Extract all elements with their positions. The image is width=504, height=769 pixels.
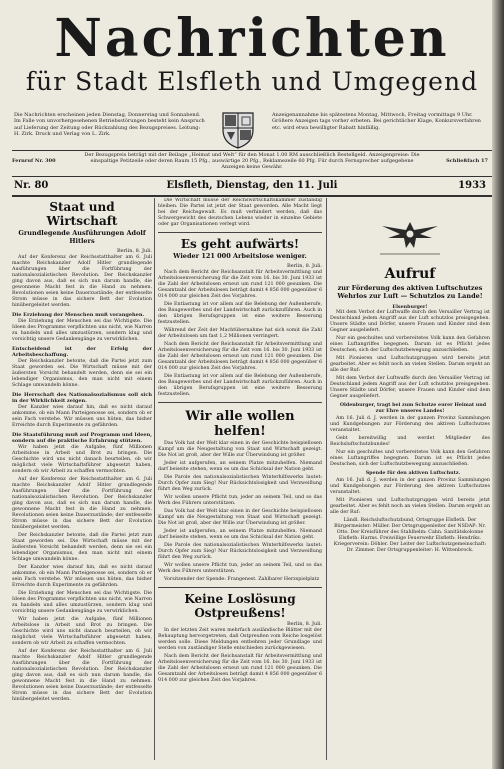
issue-year: 1933 [458, 180, 486, 191]
paragraph: Wir wollen unsere Pflicht tun, jeder an seinem Teil, und so das Werk des Führers unterstützen. [158, 563, 322, 574]
paragraph: Der Kanzler wies darauf hin, daß es nicht darauf ankomme, ob ein Mann Parteigenosse sei, sondern ob er sein Fach verstehe. Wir müssen uns hüten, das bisher Erreichte durch Experimente zu gefährden. [12, 405, 152, 428]
paragraph: Die Erziehung der Menschen sei das Wichtigste. Die Ideen des Programms verpflichten uns nicht, wie Narren zu handeln und alles umzustürzen, sondern klug und vorsichtig unsere Gedankengänge zu verwirklichen. [12, 591, 152, 614]
paragraph: Nach dem Bericht der Reichsanstalt für Arbeitsvermittlung und Arbeitslosenversicherung für die Zeit vom 16. bis 30. Juni 1933 ist die Zahl der Arbeitslosen erneut um rund 121 000 gesunken. Die Gesamtzahl der Arbeitslosen beträgt damit 4 856 000 gegenüber 6 014 000 zur gleichen Zeit des Vorjahres. [158, 654, 322, 683]
appeal-slogan: Spende für den aktiven Luftschutz. [365, 470, 461, 476]
paragraph: Jeder ist aufgerufen, an seinem Platze mitzuhelfen. Niemand darf beiseite stehen, wenn es um das Schicksal der Nation geht. [158, 529, 322, 540]
paragraph: Die Entlastung ist vor allem auf die Belebung der Außenberufe, des Baugewerbes und der Landwirtschaft zurückzuführen. Auch in den übrigen Berufsgruppen ist eine weitere Besserung festzustellen. [158, 302, 322, 325]
article-headline: Es geht aufwärts! [180, 237, 300, 251]
article-headline: Keine Loslösung Ostpreußens! [184, 592, 296, 620]
issue-number: Nr. 80 [14, 180, 49, 191]
coat-of-arms-icon [219, 110, 257, 150]
paragraph: Auf der Konferenz der Reichsstatthalter am 6. Juli machte Reichskanzler Adolf Hitler grundlegende Ausführungen über die Fortführung der nationalsozialistischen Revolution. Der Reichskanzler ging davon aus, daß es sich nun darum handle, die gewonnene Macht fest in die Hand zu nehmen. Revolutionen seien keine Dauerzustände; der entfesselte Strom müsse in das sichere Bett der Evolution hinübergeleitet werden. [12, 477, 152, 530]
issue-date: Elsfleth, Dienstag, den 11. Juli [166, 180, 338, 191]
article-dateline: Berlin, 8. Juli. [287, 263, 322, 269]
paragraph: Das Volk hat der Welt klar einen in der Geschichte beispiellosen Kampf um die Neugestaltung von Staat und Wirtschaft gezeigt. Die Not ist groß, aber der Wille zur Überwindung ist größer. [158, 509, 322, 526]
column-divider [154, 198, 155, 760]
section-subhead: Die Erziehung der Menschen muß vorangehen. [12, 312, 145, 318]
paragraph: Gebt bereitwillig und werdet Mitglieder des Reichsluftschutzbundes! [330, 436, 490, 447]
paragraph: Mit dem Verbot der Luftwaffe durch den Versailler Vertrag ist Deutschland jedem Angriff aus der Luft schutzlos preisgegeben. Unsere Städte und Dörfer, unsere Frauen und Kinder sind dem Gegner ausgeliefert. [330, 376, 490, 399]
paragraph: Wir haben jetzt die Aufgabe, fünf Millionen Arbeitslose in Arbeit und Brot zu bringen. Die Geschichte wird uns nicht danach beurteilen, ob wir möglichst viele Wirtschaftsführer abgesetzt haben, sondern ob wir Arbeit zu schaffen vermochten. [12, 445, 152, 474]
section-subhead: Die Staatsführung muß auf Programm und Ideen, sondern auf die praktische Erfahrung stützen. [12, 432, 152, 444]
paragraph: Die Parole des nationalsozialistischen Winterhilfswerks lautet: Durch Opfer zum Sieg! Nur Rücksichtslosigkeit und Verzweiflung führt den Weg zurück. [158, 543, 322, 560]
article-dateline: Berlin, 8. Juli. [287, 621, 322, 627]
column-divider [326, 198, 327, 760]
paragraph: Das Volk hat der Welt klar einen in der Geschichte beispiellosen Kampf um die Neugestaltung von Staat und Wirtschaft gezeigt. Die Not ist groß, aber der Wille zur Überwindung ist größer. [158, 441, 322, 458]
masthead [10, 8, 494, 96]
binding-edge [492, 0, 504, 769]
info-left: Die Nachrichten erscheinen jeden Dienstag, Donnerstag und Sonnabend. Im Falle von unvorhergesehenen Betriebsstörungen besteht kein Anspruch auf Lieferung der Zeitung oder Rückzahlung des Bezugspreises. Leitung: H. Zirk. Druck und Verlag von L. Zirk. [14, 112, 205, 138]
divider [158, 587, 322, 588]
divider [158, 232, 322, 233]
paragraph: Nur ein geschultes und vorbereitetes Volk kann den Gefahren eines Luftangriffes begegnen. Darum ist es Pflicht jedes Deutschen, sich der Luftschutzbewegung anzuschließen. [330, 336, 490, 353]
info-right: Anzeigenannahme bis spätestens Montag, Mittwoch, Freitag vormittags 9 Uhr. Größere Anzeigen tags vorher erbeten. Bei gerichtlicher Klage, Konkursverfahren etc. wird etwa bewilligter Rabatt hinfällig. [272, 112, 481, 131]
paragraph: Auf der Konferenz der Reichsstatthalter am 6. Juli machte Reichskanzler Adolf Hitler grundlegende Ausführungen über die Fortführung der nationalsozialistischen Revolution. Der Reichskanzler ging davon aus, daß es sich nun darum handle, die gewonnene Macht fest in die Hand zu nehmen. Revolutionen seien keine Dauerzustände; der entfesselte Strom müsse in das sichere Bett der Evolution hinübergeleitet werden. [12, 255, 152, 308]
paragraph: Nur ein geschultes und vorbereitetes Volk kann den Gefahren eines Luftangriffes begegnen. Darum ist es Pflicht jedes Deutschen, sich der Luftschutzbewegung anzuschließen. [330, 450, 490, 467]
divider [12, 176, 492, 177]
paragraph: Wir haben jetzt die Aufgabe, fünf Millionen Arbeitslose in Arbeit und Brot zu bringen. Die Geschichte wird uns nicht danach beurteilen, ob wir möglichst viele Wirtschaftsführer abgesetzt haben, sondern ob wir Arbeit zu schaffen vermochten. [12, 617, 152, 646]
masthead-title: Nachrichten [54, 8, 450, 69]
paragraph: Mit Pionieren und Luftschutzgruppen wird bereits jetzt gearbeitet. Aber es fehlt noch an vielen Stellen. Darum ergeht an alle der Ruf: [330, 356, 490, 373]
article-subheadline: Wieder 121 000 Arbeitslose weniger. [173, 252, 307, 260]
paragraph: Jeder ist aufgerufen, an seinem Platze mitzuhelfen. Niemand darf beiseite stehen, wenn es um das Schicksal der Nation geht. [158, 461, 322, 472]
paragraph: Wir wollen unsere Pflicht tun, jeder an seinem Teil, und so das Werk des Führers unterstützen. [158, 495, 322, 506]
paragraph: Während der Zeit der Machtübernahme hat sich somit die Zahl der Arbeitslosen um fast 1,2 Millionen verringert. [158, 328, 322, 339]
paragraph: Die Parole des nationalsozialistischen Winterhilfswerks lautet: Durch Opfer zum Sieg! Nur Rücksichtslosigkeit und Verzweiflung führt den Weg zurück. [158, 475, 322, 492]
paragraph: Die Entlastung ist vor allem auf die Belebung der Außenberufe, des Baugewerbes und der Landwirtschaft zurückzuführen. Auch in den übrigen Berufsgruppen ist eine weitere Besserung festzustellen. [158, 374, 322, 397]
appeal-slogan: Oldenburger, tragt bei zum Schutze eurer Heimat und zur Ehre unseres Landes! [339, 402, 487, 414]
masthead-subtitle: für Stadt Elsfleth und Umgegend [25, 67, 479, 96]
paragraph: In der letzten Zeit waren mehrfach ausländische Blätter mit der Behauptung hervorgetreten, daß Ostpreußen vom Reiche losgelöst werden solle. Diese Meldungen entbehren jeder Grundlage und werden von zuständiger Stelle entschieden zurückgewiesen. [158, 628, 322, 651]
eagle-emblem-icon [380, 214, 440, 256]
subscription-bar [12, 152, 492, 174]
appeal-signatures: Ländl. Reichsluftschutzbund, Ortsgruppe Elsfleth. Der Bürgermeister: Müller. Der Ortsgruppenleiter der NSDAP: Nr. Otto. Der Kreisführer des Stahlhelm: Cahn. Sanitätskolonne Elsfleth: Harms. Freiwillige Feuerwehr Elsfleth: Hendriks. Kriegerverein: Döhler. Der Leiter der Luftschutzgemeinschaft: Dr. Zimmer. Der Ortsgruppenleiter: H. Wittenbrock. [333, 518, 487, 553]
po-box: Schließfach 17 [446, 158, 488, 164]
divider [12, 150, 492, 151]
paragraph: Die Wirtschaft müsse der Reichswirtschaftskammer zuständig bleiben. Die Partei ist jetzt der Staat geworden. Alle Macht liegt bei der Reichsgewalt. Es muß verhindert werden, daß das Schwergewicht des deutschen Lebens wieder in einzelne Gebiete oder gar Organisationen verlegt wird. [158, 198, 322, 227]
section-subhead: Entscheidend ist der Erfolg der Arbeitsbeschaffung. [12, 346, 152, 358]
info-row [14, 112, 490, 148]
paragraph: Auf der Konferenz der Reichsstatthalter am 6. Juli machte Reichskanzler Adolf Hitler grundlegende Ausführungen über die Fortführung der nationalsozialistischen Revolution. Der Reichskanzler ging davon aus, daß es sich nun darum handle, die gewonnene Macht fest in die Hand zu nehmen. Revolutionen seien keine Dauerzustände; der entfesselte Strom müsse in das sichere Bett der Evolution hinübergeleitet werden. [12, 649, 152, 702]
pricing-info: Der Bezugspreis beträgt mit der Beilage „Heimat und Welt“ für den Monat 1.00 RM ausschließlich Bestellgeld. Anzeigenpreise: Die einspaltige Petitzeile oder deren Raum 15 Pfg., auswärtige 20 Pfg., Reklamezeile 60 Pfg. Für durch Fernsprecher aufgegebene Anzeigen keine Gewähr. [84, 152, 420, 170]
paragraph: Mit dem Verbot der Luftwaffe durch den Versailler Vertrag ist Deutschland jedem Angriff aus der Luft schutzlos preisgegeben. Unsere Städte und Dörfer, unsere Frauen und Kinder sind dem Gegner ausgeliefert. [330, 310, 490, 333]
signoff: Vorsitzender der Spende: Frangenest. Zahlbarer Herzspielplatz [164, 577, 320, 582]
column-1 [12, 198, 152, 764]
paragraph: Die Erziehung der Menschen sei das Wichtigste. Die Ideen des Programms verpflichten uns nicht, wie Narren zu handeln und alles umzustürzen, sondern klug und vorsichtig unsere Gedankengänge zu verwirklichen. [12, 319, 152, 342]
article-headline: Staat und Wirtschaft [46, 200, 118, 228]
paragraph: Nach dem Bericht der Reichsanstalt für Arbeitsvermittlung und Arbeitslosenversicherung für die Zeit vom 16. bis 30. Juni 1933 ist die Zahl der Arbeitslosen erneut um rund 121 000 gesunken. Die Gesamtzahl der Arbeitslosen beträgt damit 4 856 000 gegenüber 6 014 000 zur gleichen Zeit des Vorjahres. [158, 342, 322, 371]
article-headline: Wir alle wollen helfen! [185, 409, 295, 439]
phone-number: Fernruf Nr. 300 [12, 158, 56, 164]
divider [12, 195, 492, 197]
paragraph: Am 16. Juli d. J. werden in der ganzen Provinz Sammlungen und Kundgebungen zur Förderung des aktiven Luftschutzes veranstaltet. [330, 416, 490, 433]
column-3 [330, 198, 490, 764]
column-2 [158, 198, 322, 764]
divider [158, 402, 322, 403]
appeal-title: Aufruf [384, 266, 436, 282]
article-subheadline: Grundlegende Ausführungen Adolf Hitlers [18, 229, 146, 245]
paragraph: Am 16. Juli d. J. werden in der ganzen Provinz Sammlungen und Kundgebungen zur Förderung des aktiven Luftschutzes veranstaltet. [330, 478, 490, 495]
paragraph: Der Kanzler wies darauf hin, daß es nicht darauf ankomme, ob ein Mann Parteigenosse sei, sondern ob er sein Fach verstehe. Wir müssen uns hüten, das bisher Erreichte durch Experimente zu gefährden. [12, 565, 152, 588]
paragraph: Nach dem Bericht der Reichsanstalt für Arbeitsvermittlung und Arbeitslosenversicherung für die Zeit vom 16. bis 30. Juni 1933 ist die Zahl der Arbeitslosen erneut um rund 121 000 gesunken. Die Gesamtzahl der Arbeitslosen beträgt damit 4 856 000 gegenüber 6 014 000 zur gleichen Zeit des Vorjahres. [158, 270, 322, 299]
section-subhead: Die Herrschaft des Nationalsozialismus soll sich in der Wirklichkeit zeigen. [12, 392, 152, 404]
paragraph: Mit Pionieren und Luftschutzgruppen wird bereits jetzt gearbeitet. Aber es fehlt noch an vielen Stellen. Darum ergeht an alle der Ruf: [330, 498, 490, 515]
paragraph: Der Reichskanzler betonte, daß die Partei jetzt zum Staat geworden sei. Die Wirtschaft müsse mit der äußersten Vorsicht behandelt werden, denn sie sei ein lebendiger Organismus, den man nicht mit einem Schlage umwandeln könne. [12, 359, 152, 388]
appeal-greeting: Elsenburger! [392, 304, 428, 310]
dateline [12, 180, 492, 194]
article-dateline: Berlin, 8. Juli. [117, 248, 152, 254]
appeal-subtitle: zur Förderung des aktiven Luftschutzes Wehrlos zur Luft — Schutzlos zu Lande! [337, 284, 483, 300]
paragraph: Der Reichskanzler betonte, daß die Partei jetzt zum Staat geworden sei. Die Wirtschaft müsse mit der äußersten Vorsicht behandelt werden, denn sie sei ein lebendiger Organismus, den man nicht mit einem Schlage umwandeln könne. [12, 533, 152, 562]
